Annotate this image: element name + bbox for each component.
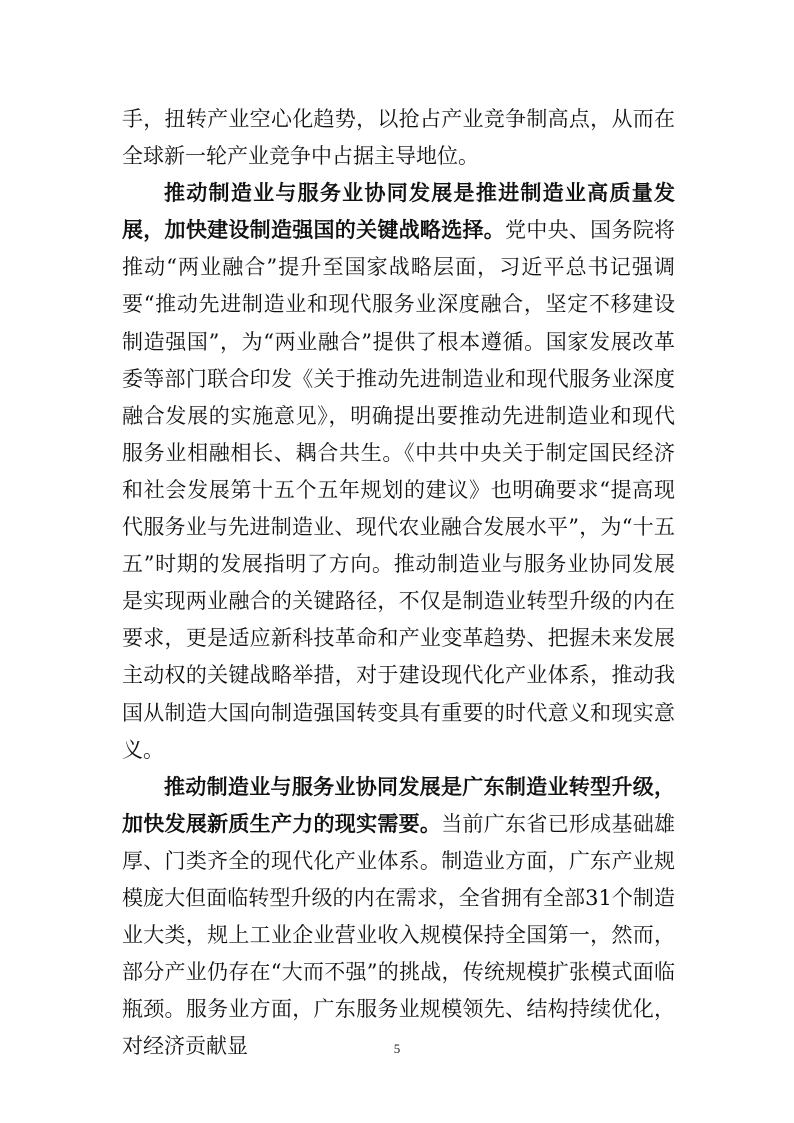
body-text [122, 101, 675, 1065]
paragraph-guangdong-need [122, 769, 675, 1066]
paragraph-text: 手，扭转产业空心化趋势，以抢占产业竞争制高点，从而在全球新一轮产业竞争中占据主导地位。 [122, 107, 675, 169]
paragraph-text: 党中央、国务院将推动“两业融合”提升至国家战略层面，习近平总书记强调要“推动先进制造业和现代服务业深度融合，坚定不移建设制造强国”，为“两业融合”提供了根本遵循。国家发展改革委等部门联合印发《关于推动先进制造业和现代服务业深度融合发展的实施意见》，明确提出要推动先进制造业和现代服务业相融相长、耦合共生。《中共中央关于制定国民经济和社会发展第十五个五年规划的建议》也明确要求“提高现代服务业与先进制造业、现代农业融合发展水平”，为“十五五”时期的发展指明了方向。推动制造业与服务业协同发展是实现两业融合的关键路径，不仅是制造业转型升级的内在要求，更是适应新科技革命和产业变革趋势、把握未来发展主动权的关键战略举措，对于建设现代化产业体系，推动我国从制造大国向制造强国转变具有重要的时代意义和现实意义。 [122, 218, 676, 762]
paragraph-continuation [122, 101, 675, 175]
paragraph-strategic-choice [122, 175, 675, 769]
paragraph-bold-lead: 推动制造业与服务业协同发展是推进制造业高质量发展，加快建设制造强国的关键战略选择。 [122, 181, 675, 243]
paragraph-text: 当前广东省已形成基础雄厚、门类齐全的现代化产业体系。制造业方面，广东产业规模庞大但面临转型升级的内在需求，全省拥有全部31个制造业大类，规上工业企业营业收入规模保持全国第一，然而，部分产业仍存在“大而不强”的挑战，传统规模扩张模式面临瓶颈。服务业方面，广东服务业规模领先、结构持续优化，对经济贡献显 [122, 811, 676, 1059]
page-number: 5 [393, 1041, 401, 1056]
paragraph-bold-lead: 推动制造业与服务业协同发展是广东制造业转型升级，加快发展新质生产力的现实需要。 [122, 774, 675, 836]
